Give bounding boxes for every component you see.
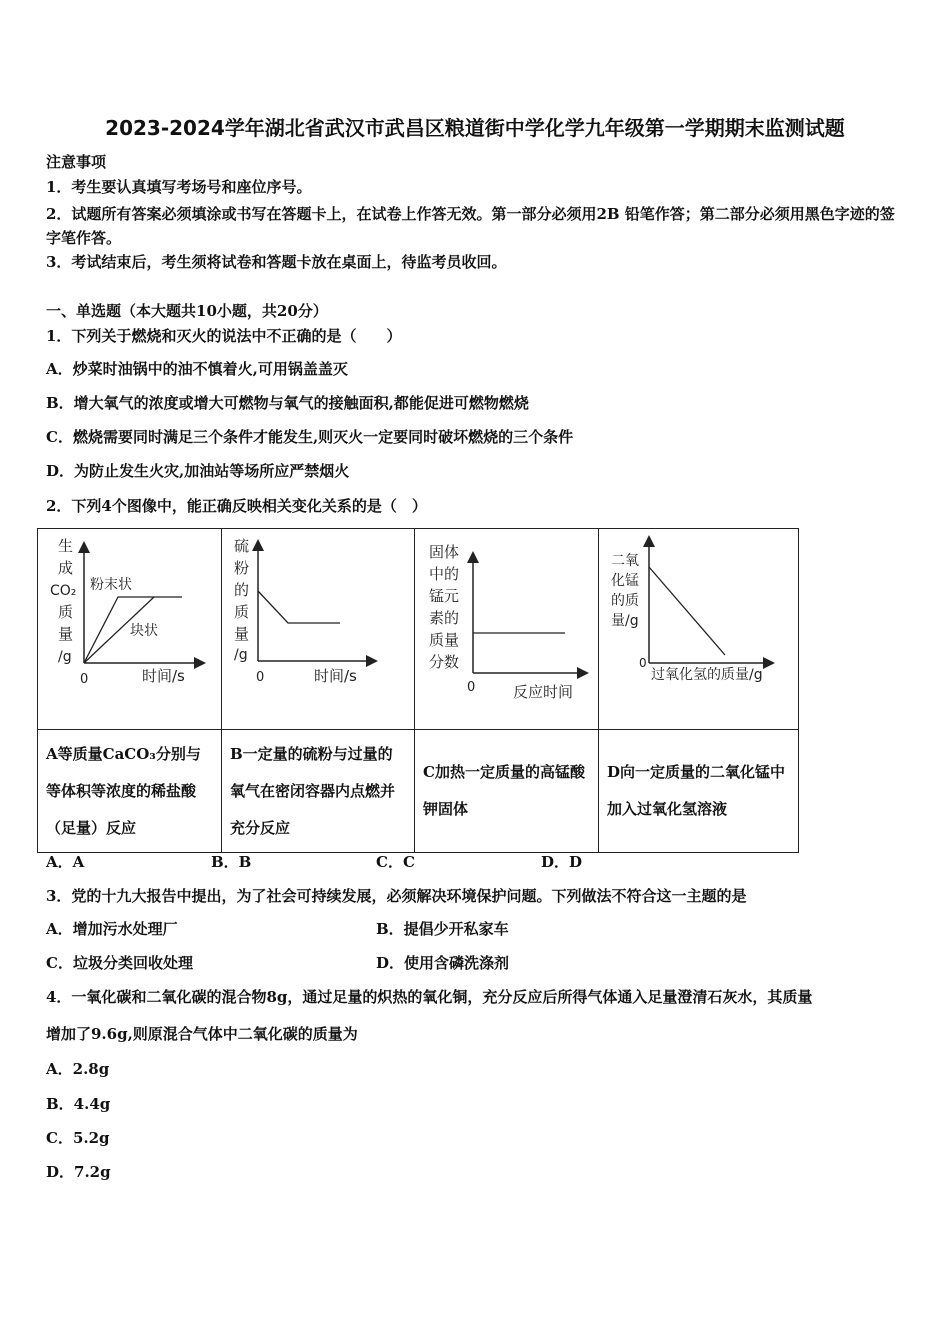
graph-b-ylabel-2: 粉 [234, 559, 250, 577]
notice-item-3: 3．考试结束后，考生须将试卷和答题卡放在桌面上，待监考员收回。 [46, 253, 507, 271]
graph-a-label-block: 块状 [130, 623, 158, 639]
graph-a-ylabel-6: /g [58, 649, 72, 665]
q4-stem-line1: 4．一氧化碳和二氧化碳的混合物8g，通过足量的炽热的氧化铜，充分反应后所得气体通入足量澄清石灰水，其质量 [46, 988, 813, 1006]
graph-c-ylabel-5: 质量 [429, 631, 460, 649]
q2-stem: 2．下列4个图像中，能正确反映相关变化关系的是（ ） [46, 497, 427, 515]
graph-c-ylabel-2: 中的 [429, 565, 460, 583]
notice-item-1: 1．考生要认真填写考场号和座位序号。 [46, 178, 312, 196]
graph-b-cell [222, 529, 415, 730]
graph-b-caption: B一定量的硫粉与过量的氧气在密闭容器内点燃并充分反应 [222, 730, 415, 853]
graph-c-caption: C加热一定质量的高锰酸钾固体 [415, 730, 599, 853]
graph-c-ylabel-3: 锰元 [429, 587, 460, 605]
graph-a-xlabel: 时间/s [142, 667, 185, 685]
q2-option-d[interactable]: D．D [541, 853, 583, 871]
q4-option-d[interactable]: D．7.2g [46, 1163, 111, 1181]
graph-c-ylabel-1: 固体 [429, 543, 460, 561]
q4-option-b[interactable]: B．4.4g [46, 1095, 111, 1113]
graph-d-curve [649, 567, 725, 655]
q2-option-c[interactable]: C．C [376, 853, 415, 871]
graph-a-ylabel-3: CO₂ [50, 583, 77, 599]
q3-option-b[interactable]: B．提倡少开私家车 [376, 920, 509, 938]
q2-option-a[interactable]: A．A [46, 853, 85, 871]
graph-d-ylabel-4: 量/g [611, 613, 639, 629]
graph-a-cell [38, 529, 222, 730]
graph-c-xlabel: 反应时间 [513, 683, 574, 701]
graph-a-caption: A等质量CaCO₃分别与等体积等浓度的稀盐酸（足量）反应 [38, 730, 222, 853]
graph-b-origin: 0 [256, 670, 265, 685]
graph-c-origin: 0 [467, 680, 476, 695]
graph-d [599, 529, 799, 725]
q1-option-d[interactable]: D．为防止发生火灾,加油站等场所应严禁烟火 [46, 462, 350, 480]
graph-a-origin: 0 [80, 672, 89, 687]
graph-d-cell [599, 529, 799, 730]
q4-option-a[interactable]: A．2.8g [46, 1060, 110, 1078]
graph-a-ylabel-1: 生 [58, 537, 74, 555]
graph-b-ylabel-1: 硫 [234, 537, 250, 555]
graph-a-ylabel-5: 量 [58, 625, 74, 643]
notice-heading: 注意事项 [46, 153, 107, 171]
graph-b-ylabel-3: 的 [234, 581, 250, 599]
graph-b [222, 529, 415, 725]
graph-a-label-powder: 粉末状 [90, 577, 132, 593]
q4-option-c[interactable]: C．5.2g [46, 1129, 110, 1147]
graph-b-ylabel-6: /g [234, 647, 248, 663]
graph-d-xlabel: 过氧化氢的质量/g [651, 667, 763, 683]
graph-c-ylabel-4: 素的 [429, 609, 460, 627]
graph-a [38, 529, 222, 725]
graph-d-caption: D向一定质量的二氧化锰中加入过氧化氢溶液 [599, 730, 799, 853]
q1-option-b[interactable]: B．增大氧气的浓度或增大可燃物与氧气的接触面积,都能促进可燃物燃烧 [46, 394, 529, 412]
graph-c-cell [415, 529, 599, 730]
q2-option-b[interactable]: B．B [211, 853, 252, 871]
q4-stem-line2: 增加了9.6g,则原混合气体中二氧化碳的质量为 [46, 1025, 358, 1043]
notice-item-2: 2．试题所有答案必须填涂或书写在答题卡上，在试卷上作答无效。第一部分必须用2B 铅笔作答；第二部分必须用黑色字迹的签字笔作答。 [46, 205, 895, 247]
q3-stem: 3．党的十九大报告中提出，为了社会可持续发展，必须解决环境保护问题。下列做法不符合这一主题的是 [46, 887, 747, 905]
graph-d-ylabel-1: 二氧 [611, 553, 639, 569]
section-heading: 一、单选题（本大题共10小题，共20分） [46, 302, 328, 320]
graph-a-ylabel-4: 质 [58, 603, 74, 621]
graph-c [415, 529, 599, 725]
graph-b-ylabel-4: 质 [234, 603, 250, 621]
graph-d-ylabel-3: 的质 [611, 593, 639, 609]
q3-option-a[interactable]: A．增加污水处理厂 [46, 920, 178, 938]
graph-b-ylabel-5: 量 [234, 625, 250, 643]
q1-option-a[interactable]: A．炒菜时油锅中的油不慎着火,可用锅盖盖灭 [46, 360, 348, 378]
graph-c-ylabel-6: 分数 [429, 653, 460, 671]
q3-option-d[interactable]: D．使用含磷洗涤剂 [376, 954, 510, 972]
graph-d-ylabel-2: 化锰 [611, 573, 639, 589]
graph-d-origin: 0 [639, 656, 647, 670]
q2-graph-table [37, 528, 799, 853]
graph-b-xlabel: 时间/s [314, 667, 357, 685]
graph-b-curve [258, 591, 340, 623]
q3-option-c[interactable]: C．垃圾分类回收处理 [46, 954, 193, 972]
q1-stem: 1．下列关于燃烧和灭火的说法中不正确的是（ ） [46, 327, 402, 345]
page-title: 2023-2024学年湖北省武汉市武昌区粮道街中学化学九年级第一学期期末监测试题 [105, 116, 845, 140]
q1-option-c[interactable]: C．燃烧需要同时满足三个条件才能发生,则灭火一定要同时破坏燃烧的三个条件 [46, 428, 574, 446]
graph-a-ylabel-2: 成 [58, 559, 74, 577]
